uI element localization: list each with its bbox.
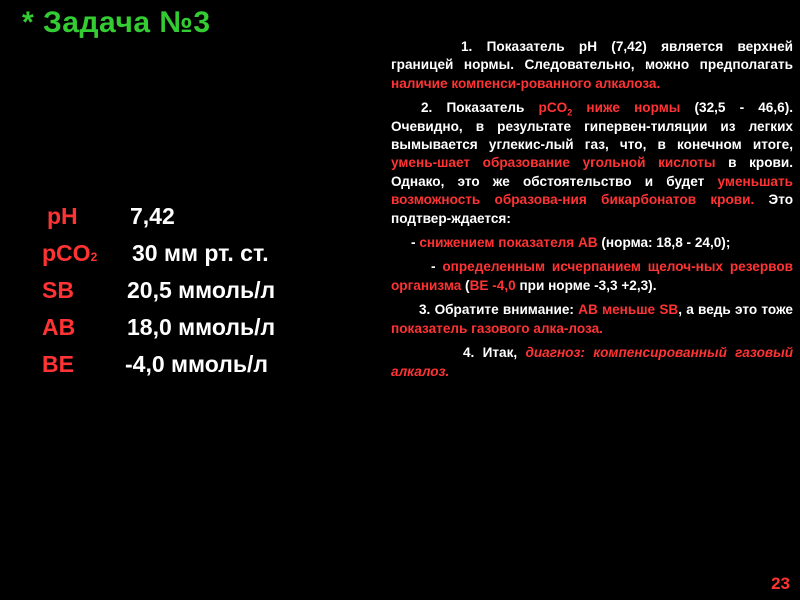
param-name-sb: SB bbox=[42, 277, 74, 303]
page-number: 23 bbox=[771, 574, 790, 593]
param-value-pco2: 30 мм рт. ст. bbox=[132, 240, 269, 266]
paragraph-4: - определенным исчерпанием щелоч-ных резервов организма (BE -4,0 при норме -3,3 +2,3). bbox=[391, 259, 793, 293]
param-value-sb: 20,5 ммоль/л bbox=[127, 277, 276, 303]
param-value-ab: 18,0 ммоль/л bbox=[127, 314, 276, 340]
param-name-ph: pH bbox=[47, 203, 78, 229]
param-name-be: BE bbox=[42, 351, 74, 377]
param-name-pco2: pCO2 bbox=[42, 240, 98, 266]
explanation-text bbox=[391, 38, 793, 387]
paragraph-2: 2. Показатель pCO$_2$ ниже нормы (32,5 - 46,6). Очевидно, в результате гипервен-тиляции из легких вымывается углекис-лый газ, что, в конечном итоге, умень-шает образование угольной кислоты в крови. Однако, это же обстоятельство и будет уменьшать возможность образова-ния бикарбонатов крови. Это подтвер-ждается: bbox=[391, 100, 794, 226]
param-name-ab: AB bbox=[42, 314, 76, 340]
paragraph-5: 3. Обратите внимание: АВ меньше SB, а ведь это тоже показатель газового алка-лоза. bbox=[391, 302, 793, 336]
param-value-ph: 7,42 bbox=[130, 203, 175, 229]
slide-title: * Задача №3 bbox=[22, 6, 211, 39]
paragraph-6: 4. Итак, диагноз: компенсированный газовый алкалоз. bbox=[391, 345, 793, 379]
paragraph-1: 1. Показатель pH (7,42) является верхней границей нормы. Следовательно, можно предполагать наличие компенси-рованного алкалоза. bbox=[391, 39, 793, 91]
param-value-be: -4,0 ммоль/л bbox=[125, 351, 268, 377]
paragraph-3: - снижением показателя АВ (норма: 18,8 - 24,0); bbox=[411, 235, 731, 251]
